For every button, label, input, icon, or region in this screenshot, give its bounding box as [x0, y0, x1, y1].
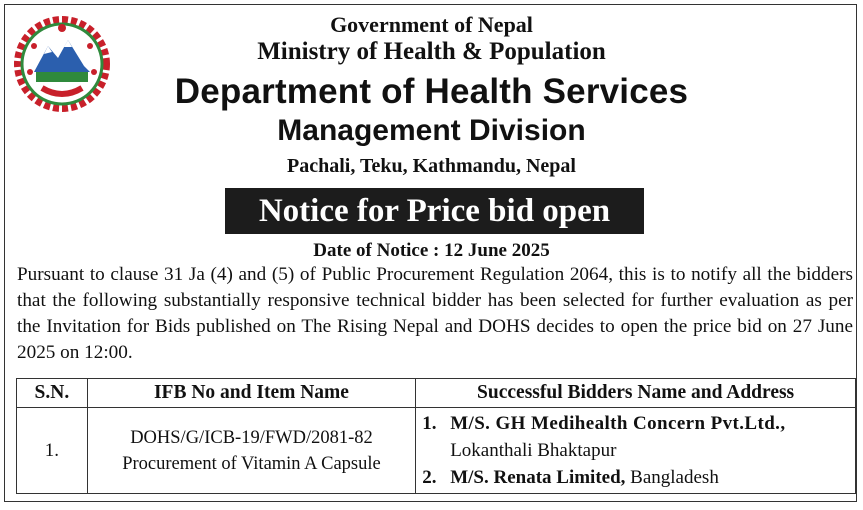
bidder-number: 1. — [422, 413, 437, 434]
bidder-item — [422, 464, 849, 491]
bidder-entry — [450, 464, 719, 491]
header-ifb: IFB No and Item Name — [87, 379, 415, 408]
bidder-address: Lokanthali Bhaktapur — [450, 440, 617, 461]
row-bidders — [416, 408, 856, 494]
department-heading: Department of Health Services — [174, 72, 689, 111]
row-ifb-item — [87, 408, 415, 494]
address-line: Pachali, Teku, Kathmandu, Nepal — [287, 155, 576, 177]
government-heading: Government of Nepal — [330, 12, 533, 37]
header-bidders: Successful Bidders Name and Address — [416, 379, 856, 408]
bidder-name: M/S. Renata Limited, — [450, 467, 626, 488]
table-header-row — [17, 379, 856, 408]
row-sn: 1. — [17, 408, 88, 494]
ifb-number: DOHS/G/ICB-19/FWD/2081-82 — [130, 427, 373, 448]
header-sn: S.N. — [17, 379, 88, 408]
notice-title: Notice for Price bid open — [225, 188, 644, 234]
notice-body: Pursuant to clause 31 Ja (4) and (5) of Public Procurement Regulation 2064, this is to notify all the bidders that the following substantially responsive technical bidder has been selected for further evaluation as per the Invitation for Bids published on The Rising Nepal and DOHS decides to open the price bid on 27 June 2025 on 12:00. — [17, 264, 853, 363]
item-name: Procurement of Vitamin A Capsule — [122, 453, 381, 474]
notice-date: Date of Notice : 12 June 2025 — [313, 240, 550, 261]
bidder-item — [422, 410, 849, 437]
bidder-address: Bangladesh — [630, 467, 719, 488]
bidder-name: M/S. GH Medihealth Concern Pvt.Ltd., — [450, 413, 786, 434]
division-heading: Management Division — [277, 114, 586, 147]
table-row — [17, 408, 856, 494]
bidder-number: 2. — [422, 467, 437, 488]
bidders-table — [16, 378, 856, 494]
ministry-heading: Ministry of Health & Population — [257, 38, 606, 65]
